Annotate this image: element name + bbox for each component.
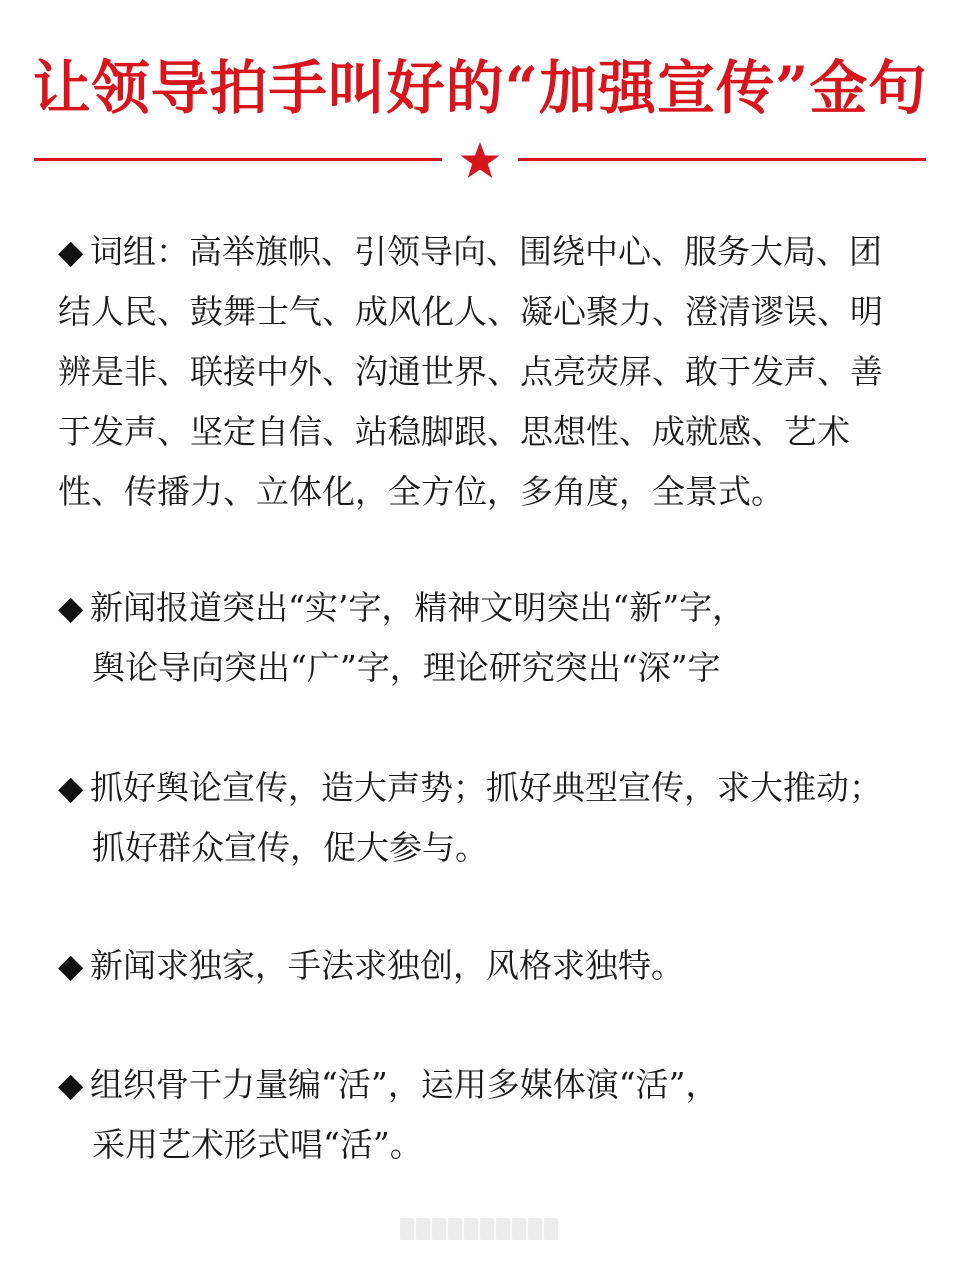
- title-divider: [34, 138, 926, 182]
- section-line: 抓好群众宣传，促大参与。: [92, 828, 488, 867]
- organize-section: [58, 1055, 914, 1175]
- section-line: 于发声、坚定自信、站稳脚跟、思想性、成就感、艺术: [58, 412, 850, 451]
- phrase-list-section: [58, 222, 914, 522]
- divider-line-right: [518, 158, 926, 161]
- diamond-bullet-icon: ◆: [58, 946, 84, 985]
- section-line: ◆ 抓好舆论宣传，造大声势；抓好典型宣传，求大推动；: [58, 758, 914, 818]
- section-line: ◆ 词组：高举旗帜、引领导向、围绕中心、服务大局、团: [58, 222, 914, 282]
- section-line: ◆ 新闻求独家，手法求独创，风格求独特。: [58, 936, 914, 996]
- exclusive-news-section: [58, 936, 914, 996]
- diamond-bullet-icon: ◆: [58, 232, 84, 271]
- section-line: ◆ 新闻报道突出“实’字，精神文明突出“新”字，: [58, 578, 914, 638]
- section-line: 舆论导向突出“广”字，理论研究突出“深”字: [92, 648, 721, 687]
- diamond-bullet-icon: ◆: [58, 588, 84, 627]
- news-report-section: [58, 578, 914, 698]
- watermark: [400, 1218, 570, 1244]
- page-title: 让领导拍手叫好的“加强宣传”金句: [32, 54, 928, 122]
- section-line: 辨是非、联接中外、沟通世界、点亮荧屏、敢于发声、善: [58, 352, 883, 391]
- divider-line-left: [34, 158, 442, 161]
- star-icon: [458, 140, 502, 180]
- section-line: 采用艺术形式唱“活”。: [92, 1125, 423, 1164]
- publicity-section: [58, 758, 914, 878]
- diamond-bullet-icon: ◆: [58, 768, 84, 807]
- diamond-bullet-icon: ◆: [58, 1065, 84, 1104]
- section-line: 结人民、鼓舞士气、成风化人、凝心聚力、澄清谬误、明: [58, 292, 883, 331]
- section-line: ◆ 组织骨干力量编“活”，运用多媒体演“活”，: [58, 1055, 914, 1115]
- section-line: 性、传播力、立体化，全方位，多角度，全景式。: [58, 472, 784, 511]
